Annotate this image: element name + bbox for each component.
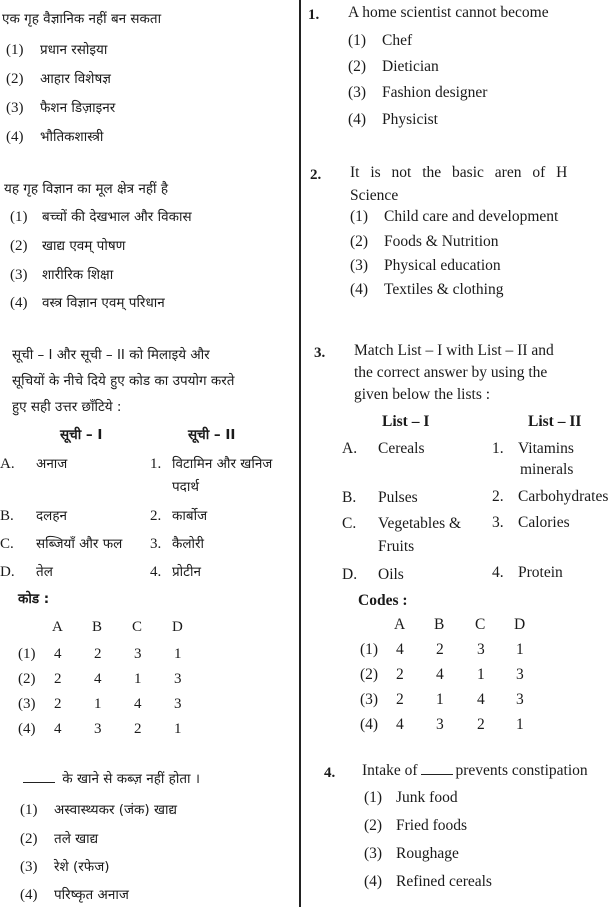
code-option-number: (2) — [360, 666, 379, 683]
option-text: शारीरिक शिक्षा — [42, 267, 114, 283]
list-1-item: Vegetables & — [378, 515, 462, 532]
code-option-number: (3) — [360, 691, 379, 708]
list-1-item: तेल — [36, 564, 53, 580]
option-number: (4) — [364, 873, 383, 890]
list-2-item: Calories — [518, 514, 570, 531]
code-value: 1 — [516, 716, 524, 733]
option-text: आहार विशेषज्ञ — [40, 71, 111, 87]
row-number: 2. — [150, 508, 162, 524]
column-divider — [299, 0, 301, 907]
stem-line: हुए सही उत्तर छाँटिये : — [12, 399, 122, 415]
stem-text: Intake of — [362, 762, 418, 779]
code-value: 3 — [174, 671, 182, 687]
code-value: 1 — [134, 671, 142, 687]
option-text: Physical education — [384, 257, 501, 274]
option-text: Physicist — [382, 111, 438, 128]
list-1-header: List – I — [382, 413, 430, 430]
option-number: (4) — [20, 887, 38, 903]
question-4-stem-hindi — [20, 770, 200, 788]
row-letter: B. — [342, 489, 357, 506]
list-2-item-cont: minerals — [520, 461, 574, 478]
option-number: (3) — [348, 84, 367, 101]
list-2-header: सूची – II — [188, 427, 236, 443]
code-value: 4 — [396, 716, 404, 733]
question-4-stem — [362, 762, 588, 780]
question-2-stem-line-1: It is not the basic aren of H — [350, 164, 568, 181]
option-text: Fashion designer — [382, 84, 488, 101]
code-option-number: (1) — [18, 646, 36, 662]
question-2-stem-hindi: यह गृह विज्ञान का मूल क्षेत्र नहीं है — [4, 181, 168, 197]
question-3-number: 3. — [314, 345, 326, 361]
option-text: परिष्कृत अनाज — [54, 887, 129, 903]
code-value: 3 — [516, 666, 524, 683]
code-value: 3 — [134, 646, 142, 662]
option-text: Roughage — [396, 845, 459, 862]
option-text: Chef — [382, 32, 413, 49]
code-value: 1 — [174, 721, 182, 737]
code-value: 2 — [54, 696, 62, 712]
codes-header: D — [514, 616, 526, 633]
list-2-header: List – II — [528, 413, 582, 430]
option-text: खाद्य एवम् पोषण — [42, 238, 126, 254]
option-text: रेशे (रफेज) — [54, 859, 110, 875]
codes-header: B — [92, 619, 103, 635]
code-value: 2 — [134, 721, 142, 737]
option-number: (3) — [20, 859, 38, 875]
code-value: 2 — [396, 666, 404, 683]
option-number: (3) — [364, 845, 383, 862]
code-value: 1 — [516, 641, 524, 658]
row-letter: A. — [0, 456, 15, 472]
code-value: 2 — [54, 671, 62, 687]
row-number: 3. — [150, 536, 162, 552]
list-2-item: प्रोटीन — [172, 564, 201, 580]
option-number: (2) — [6, 71, 24, 87]
question-4-number: 4. — [324, 765, 336, 781]
list-2-item-cont: पदार्थ — [172, 479, 199, 495]
list-1-item: Oils — [378, 566, 404, 583]
code-value: 3 — [436, 716, 444, 733]
code-value: 1 — [174, 646, 182, 662]
codes-label: कोड : — [18, 591, 50, 607]
option-number: (4) — [348, 111, 367, 128]
stem-line: सूचियों के नीचे दिये हुए कोड का उपयोग करते — [12, 373, 235, 389]
answer-blank — [421, 762, 453, 775]
row-number: 4. — [150, 564, 162, 580]
option-number: (2) — [20, 831, 38, 847]
code-value: 4 — [134, 696, 142, 712]
code-option-number: (4) — [360, 716, 379, 733]
option-number: (1) — [20, 802, 38, 818]
code-option-number: (3) — [18, 696, 36, 712]
option-number: (2) — [364, 817, 383, 834]
code-value: 3 — [477, 641, 485, 658]
question-1-stem: A home scientist cannot become — [348, 4, 549, 21]
option-number: (3) — [350, 257, 369, 274]
codes-header: C — [475, 616, 486, 633]
option-number: (2) — [10, 238, 28, 254]
row-letter: A. — [342, 440, 358, 457]
code-value: 2 — [396, 691, 404, 708]
option-text: Dietician — [382, 58, 439, 75]
codes-header: B — [434, 616, 445, 633]
option-text: तले खाद्य — [54, 831, 99, 847]
row-letter: C. — [342, 515, 357, 532]
option-text: Textiles & clothing — [384, 281, 504, 298]
row-letter: D. — [342, 566, 358, 583]
stem-line: given below the lists : — [354, 386, 491, 403]
list-1-item: Pulses — [378, 489, 418, 506]
row-letter: B. — [0, 508, 14, 524]
stem-line: सूची – I और सूची – II को मिलाइये और — [12, 347, 210, 363]
option-number: (4) — [350, 281, 369, 298]
row-number: 2. — [492, 488, 504, 505]
code-option-number: (4) — [18, 721, 36, 737]
hindi-column — [0, 0, 298, 907]
option-number: (2) — [350, 233, 369, 250]
option-text: बच्चों की देखभाल और विकास — [42, 209, 192, 225]
code-value: 4 — [94, 671, 102, 687]
question-2-stem-line-2: Science — [350, 187, 399, 204]
option-number: (1) — [348, 32, 367, 49]
list-1-item: अनाज — [36, 456, 68, 472]
option-number: (1) — [6, 42, 24, 58]
option-text: Child care and development — [384, 208, 559, 225]
option-text: फैशन डिज़ाइनर — [40, 100, 116, 116]
list-1-item: सब्जियाँ और फल — [36, 536, 123, 552]
answer-blank — [23, 770, 55, 783]
option-number: (1) — [350, 208, 369, 225]
option-number: (2) — [348, 58, 367, 75]
list-2-item: कार्बोज — [172, 508, 208, 524]
codes-header: A — [52, 619, 63, 635]
option-text: अस्वास्थ्यकर (जंक) खाद्य — [54, 802, 178, 818]
code-value: 2 — [436, 641, 444, 658]
row-letter: C. — [0, 536, 14, 552]
question-1-number: 1. — [308, 7, 320, 23]
code-value: 2 — [477, 716, 485, 733]
option-number: (4) — [10, 295, 28, 311]
option-number: (1) — [10, 209, 28, 225]
codes-label: Codes : — [358, 592, 408, 609]
code-value: 2 — [94, 646, 102, 662]
option-number: (3) — [6, 100, 24, 116]
codes-header: C — [132, 619, 143, 635]
question-1-stem-hindi: एक गृह वैज्ञानिक नहीं बन सकता — [2, 11, 162, 27]
code-value: 3 — [516, 691, 524, 708]
list-1-item: दलहन — [36, 508, 67, 524]
row-number: 4. — [492, 564, 504, 581]
option-number: (1) — [364, 789, 383, 806]
option-text: Foods & Nutrition — [384, 233, 499, 250]
code-value: 4 — [54, 646, 62, 662]
question-2-number: 2. — [310, 167, 322, 183]
code-value: 4 — [436, 666, 444, 683]
option-text: Refined cereals — [396, 873, 492, 890]
option-number: (3) — [10, 267, 28, 283]
option-text: Junk food — [396, 789, 458, 806]
code-value: 4 — [477, 691, 485, 708]
list-2-item: कैलोरी — [172, 536, 205, 552]
stem-line: Match List – I with List – II and — [354, 342, 554, 359]
option-number: (4) — [6, 129, 24, 145]
row-number: 1. — [150, 456, 162, 472]
codes-header: A — [394, 616, 406, 633]
row-letter: D. — [0, 564, 15, 580]
code-value: 1 — [477, 666, 485, 683]
stem-text: prevents constipation — [455, 762, 588, 779]
code-value: 3 — [94, 721, 102, 737]
code-value: 4 — [396, 641, 404, 658]
row-number: 1. — [492, 440, 504, 457]
option-text: प्रधान रसोइया — [40, 42, 108, 58]
option-text: भौतिकशास्त्री — [40, 129, 104, 145]
english-column — [302, 0, 608, 907]
list-1-item-cont: Fruits — [378, 538, 415, 555]
code-value: 1 — [436, 691, 444, 708]
stem-text: के खाने से कब्ज़ नहीं होता । — [62, 771, 200, 787]
codes-header: D — [172, 619, 183, 635]
code-value: 4 — [54, 721, 62, 737]
list-2-item: विटामिन और खनिज — [172, 456, 273, 472]
row-number: 3. — [492, 514, 504, 531]
list-1-header: सूची – I — [60, 427, 103, 443]
code-value: 3 — [174, 696, 182, 712]
code-option-number: (2) — [18, 671, 36, 687]
list-1-item: Cereals — [378, 440, 425, 457]
option-text: Fried foods — [396, 817, 468, 834]
list-2-item: Carbohydrates — [518, 488, 608, 505]
option-text: वस्त्र विज्ञान एवम् परिधान — [42, 295, 165, 311]
list-2-item: Protein — [518, 564, 563, 581]
code-value: 1 — [94, 696, 102, 712]
stem-line: the correct answer by using the — [354, 364, 548, 381]
list-2-item: Vitamins — [518, 440, 574, 457]
code-option-number: (1) — [360, 641, 379, 658]
